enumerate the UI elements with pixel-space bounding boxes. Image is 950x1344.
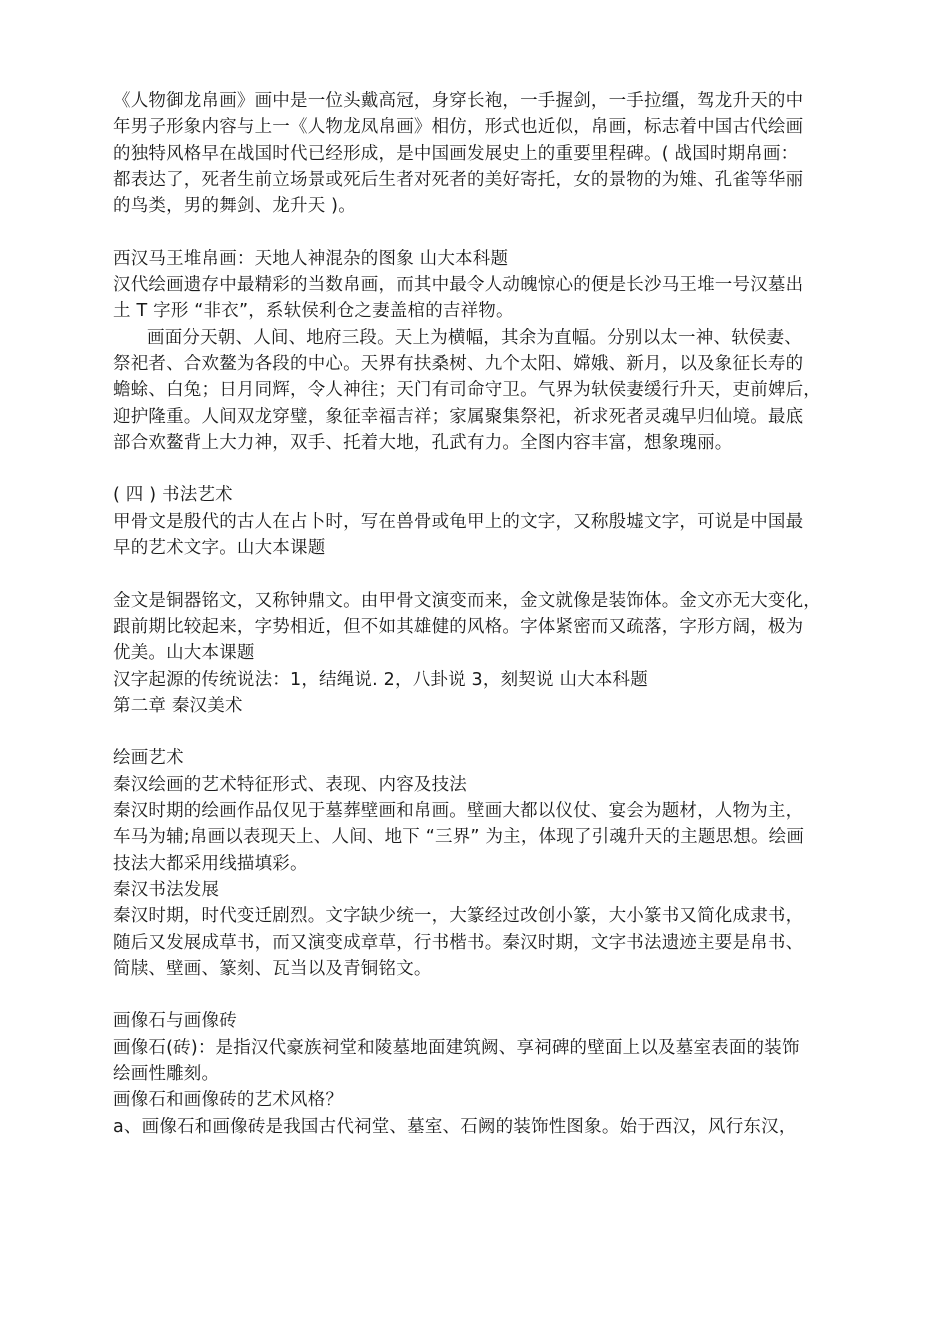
blank-line <box>113 219 865 245</box>
text-line: 秦汉时期的绘画作品仅见于墓葬壁画和帛画。壁画大都以仪仗、宴会为题材，人物为主， <box>113 801 804 822</box>
text-line: 迎护隆重。人间双龙穿璧，象征幸福吉祥；家属聚集祭祀，祈求死者灵魂早归仙境。最底 <box>113 406 804 427</box>
blank-line <box>113 456 865 482</box>
text-line: 简牍、壁画、篆刻、瓦当以及青铜铭文。 <box>113 958 432 979</box>
text-line: 绘画艺术 <box>113 748 184 769</box>
text-line: 画像石和画像砖的艺术风格？ <box>113 1090 344 1111</box>
text-line: 汉字起源的传统说法：1，结绳说. 2，八卦说 3，刻契说 山大本科题 <box>113 669 648 690</box>
text-line: 蟾蜍、白兔；日月同辉，令人神往；天门有司命守卫。气界为轪侯妻缓行升天，吏前婢后， <box>113 380 821 401</box>
text-line: 都表达了，死者生前立场景或死后生者对死者的美好寄托，女的景物的为雉、孔雀等华丽 <box>113 169 804 190</box>
text-line: 《人物御龙帛画》画中是一位头戴高冠，身穿长袍，一手握剑，一手拉缰，驾龙升天的中 <box>113 91 804 111</box>
text-line: 画像石(砖)：是指汉代豪族祠堂和陵墓地面建筑阙、享祠碑的壁面上以及墓室表面的装饰 <box>113 1037 800 1058</box>
text-line: 秦汉时期，时代变迁剧烈。文字缺少统一，大篆经过改创小篆，大小篆书又简化成隶书， <box>113 906 804 927</box>
text-line: 优美。山大本课题 <box>113 643 255 664</box>
text-line: 的鸟类，男的舞剑、龙升天 )。 <box>113 196 356 217</box>
text-line: 土 T 字形 “非衣”，系轪侯利仓之妻盖棺的吉祥物。 <box>113 301 514 322</box>
text-line: 车马为辅;帛画以表现天上、人间、地下 “三界” 为主，体现了引魂升天的主题思想。绘画 <box>113 827 805 848</box>
text-line: 甲骨文是殷代的古人在占卜时，写在兽骨或龟甲上的文字，又称殷墟文字，可说是中国最 <box>113 511 804 532</box>
text-line: a、画像石和画像砖是我国古代祠堂、墓室、石阙的装饰性图象。始于西汉，风行东汉， <box>113 1116 797 1137</box>
blank-line <box>113 719 865 745</box>
text-line: 秦汉书法发展 <box>113 879 220 900</box>
text-line: 画像石与画像砖 <box>113 1011 237 1032</box>
text-line: 的独特风格早在战国时代已经形成，是中国画发展史上的重要里程碑。( 战国时期帛画： <box>113 143 799 164</box>
text-line: 早的艺术文字。山大本课题 <box>113 538 326 559</box>
blank-line <box>113 561 865 587</box>
document-body <box>113 88 865 1140</box>
text-line: 随后又发展成草书，而又演变成章草，行书楷书。秦汉时期，文字书法遗迹主要是帛书、 <box>113 932 804 953</box>
text-line: 西汉马王堆帛画：天地人神混杂的图象 山大本科题 <box>113 248 509 269</box>
blank-line <box>113 982 865 1008</box>
text-line: 祭祀者、合欢鳌为各段的中心。天界有扶桑树、九个太阳、嫦娥、新月，以及象征长寿的 <box>113 353 804 374</box>
text-line: 秦汉绘画的艺术特征形式、表现、内容及技法 <box>113 774 467 795</box>
text-line: 画面分天朝、人间、地府三段。天上为横幅，其余为直幅。分别以太一神、轪侯妻、 <box>147 327 802 348</box>
text-line: 跟前期比较起来，字势相近，但不如其雄健的风格。字体紧密而又疏落，字形方阔，极为 <box>113 616 804 637</box>
text-line: 年男子形象内容与上一《人物龙凤帛画》相仿，形式也近似，帛画，标志着中国古代绘画 <box>113 117 804 138</box>
text-line: 部合欢鳌背上大力神，双手、托着大地，孔武有力。全图内容丰富，想象瑰丽。 <box>113 432 733 453</box>
text-line: 金文是铜器铭文，又称钟鼎文。由甲骨文演变而来，金文就像是装饰体。金文亦无大变化， <box>113 590 821 611</box>
text-line: 第二章 秦汉美术 <box>113 695 243 716</box>
text-line: 汉代绘画遗存中最精彩的当数帛画，而其中最令人动魄惊心的便是长沙马王堆一号汉墓出 <box>113 275 804 296</box>
text-line: ( 四 ) 书法艺术 <box>113 485 233 506</box>
text-line: 绘画性雕刻。 <box>113 1063 220 1084</box>
text-line: 技法大都采用线描填彩。 <box>113 853 308 874</box>
